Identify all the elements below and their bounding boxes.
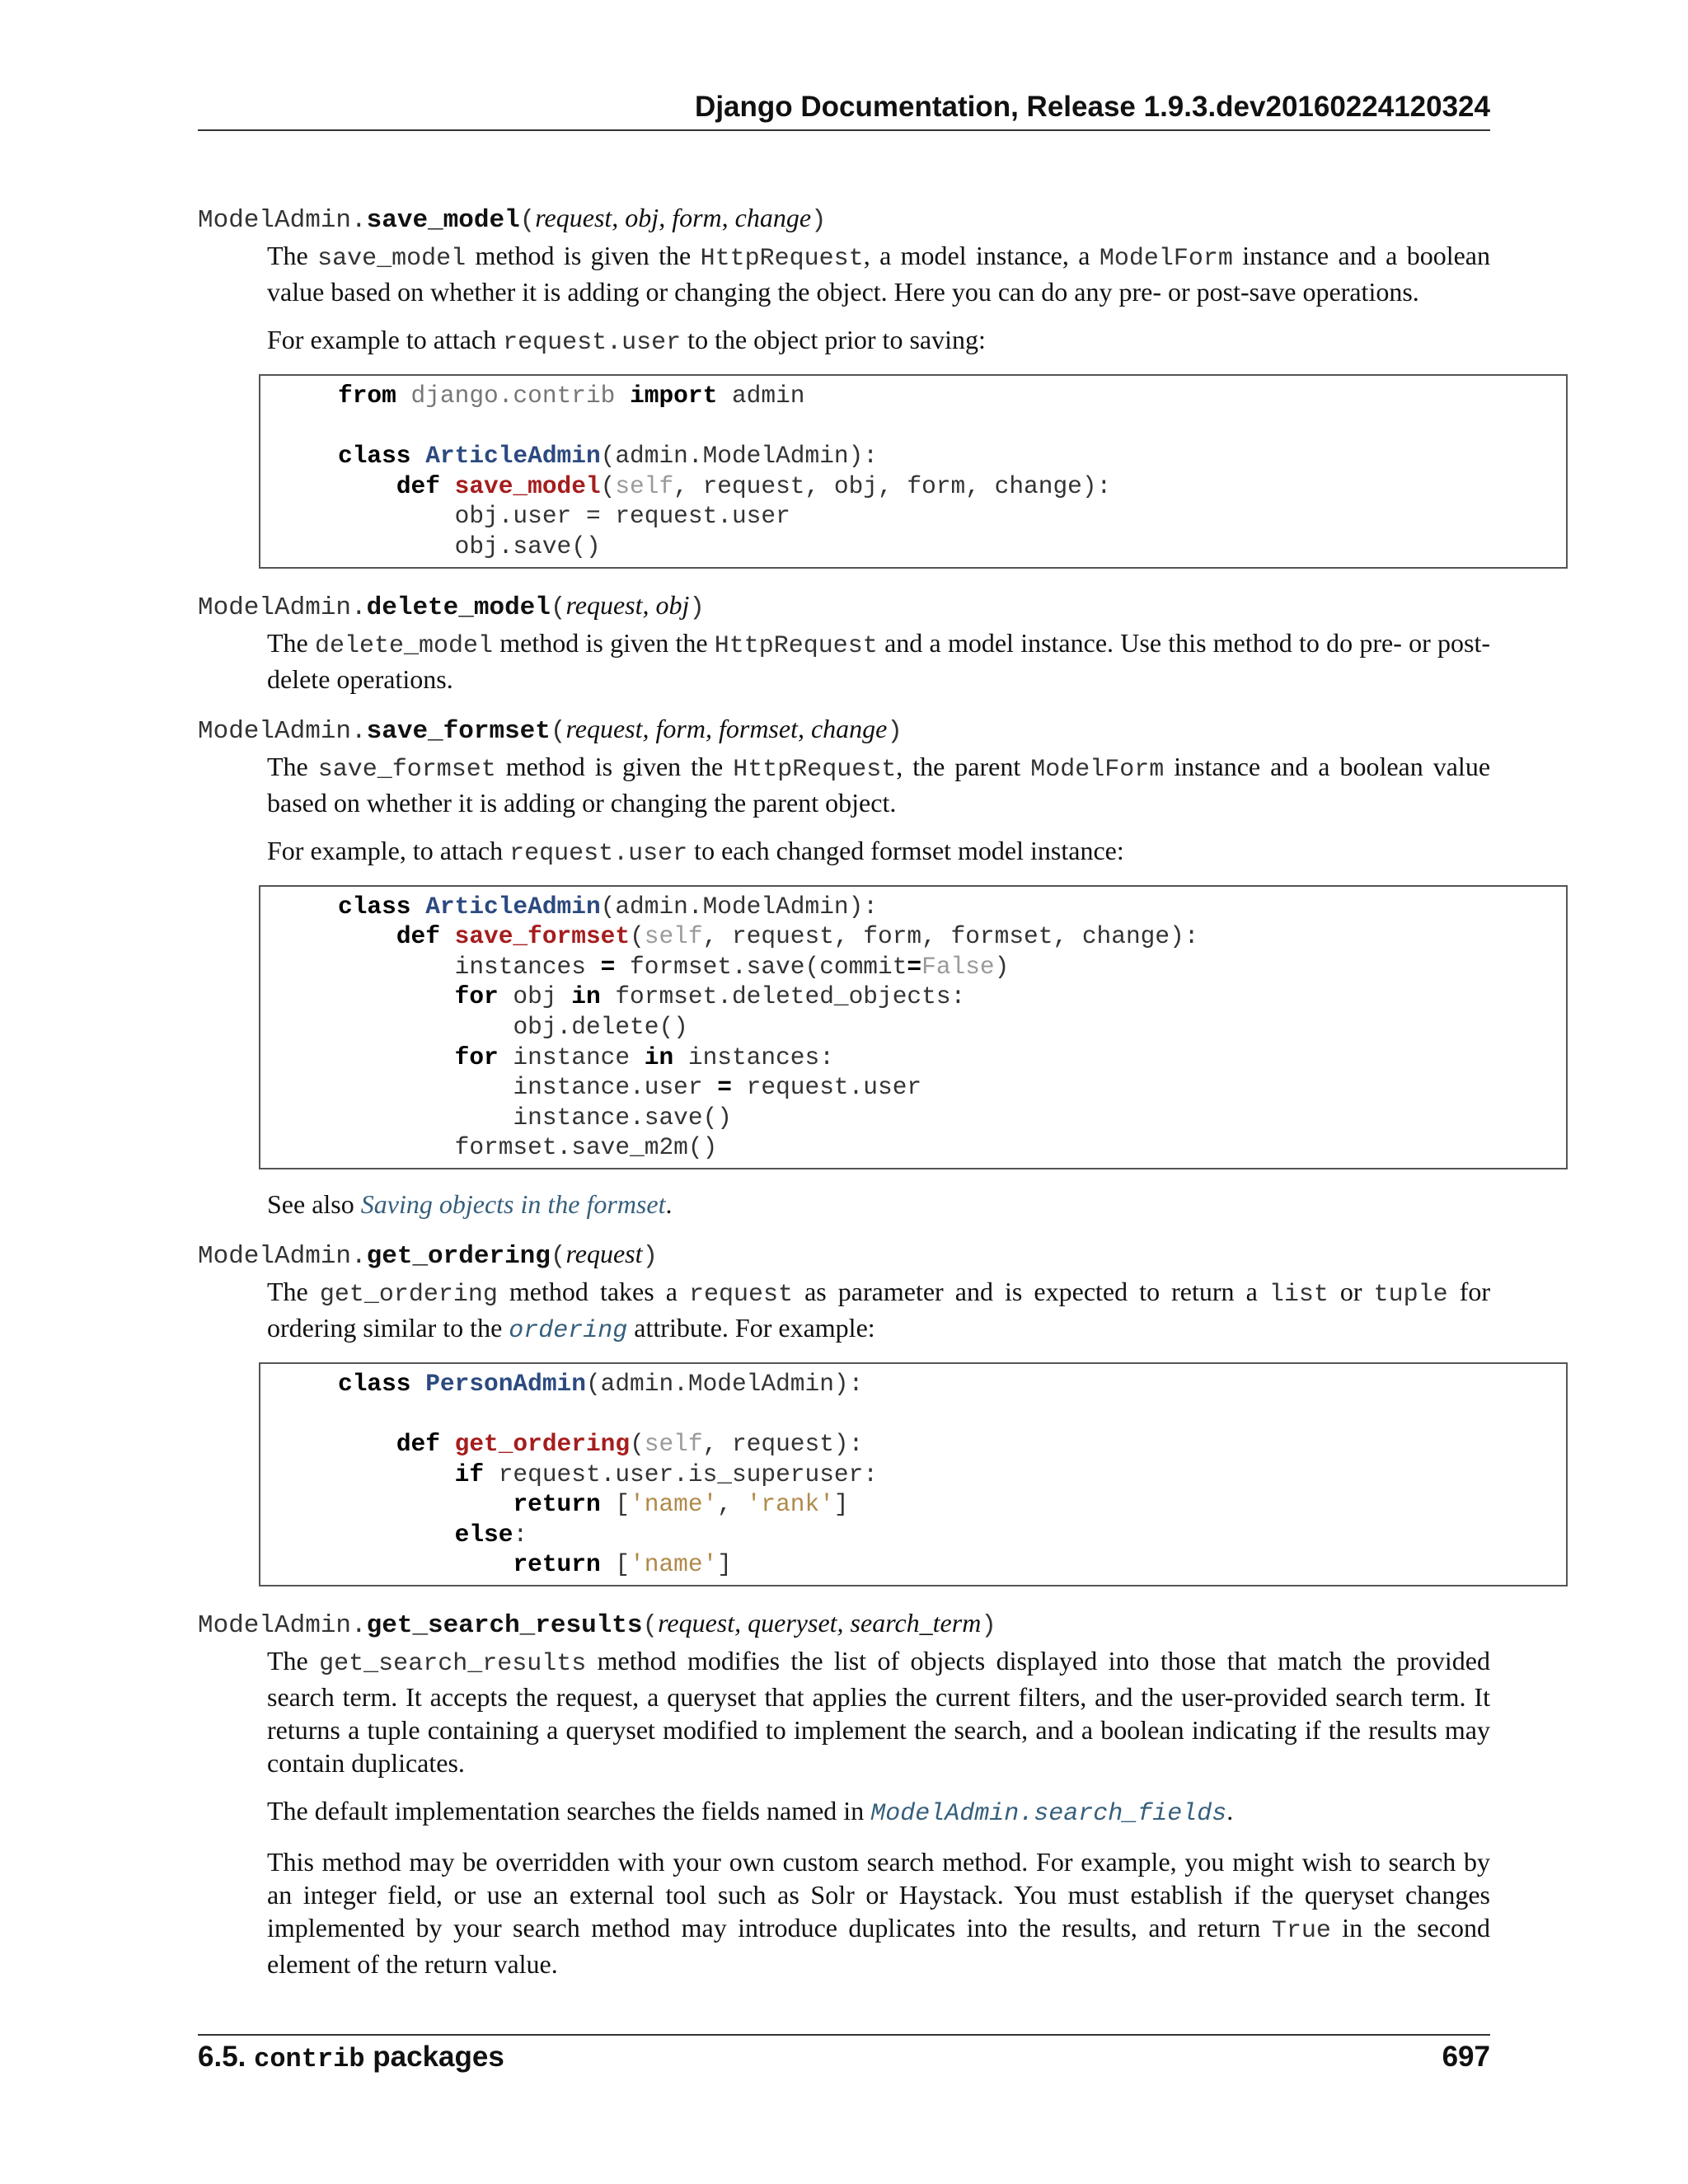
- method-params: request: [565, 1238, 643, 1268]
- inline-code: get_search_results: [319, 1650, 587, 1679]
- paragraph: [267, 1845, 1490, 1980]
- inline-code: True: [1271, 1917, 1331, 1946]
- link-saving-objects-in-formset[interactable]: Saving objects in the formset: [360, 1188, 666, 1219]
- paren-open: (: [519, 206, 536, 235]
- inline-code: list: [1268, 1280, 1329, 1309]
- method-params: request, form, formset, change: [565, 713, 888, 743]
- inline-code: request.user: [503, 329, 682, 357]
- text: to the object prior to saving:: [681, 325, 986, 354]
- method-params: request, obj, form, change: [535, 203, 812, 232]
- text: The: [267, 1276, 320, 1306]
- signature-get-ordering: [198, 1235, 1490, 1275]
- text: The: [267, 241, 318, 270]
- text: to each changed formset model instance:: [687, 835, 1124, 865]
- text: instance and a boolean value based on whether it is adding or changing the object. Here you can do any pre- or post-save operations.: [267, 241, 1491, 307]
- paren-close: ): [811, 206, 827, 235]
- code: class PersonAdmin(admin.ModelAdmin): def get_ordering(self, request): if request.user.is_superuser: return ['name', 'rank'] else: return ['name']: [338, 1369, 879, 1579]
- section-text: packages: [373, 2041, 504, 2073]
- section-code: contrib: [254, 2044, 365, 2074]
- code-block-save-formset: [259, 885, 1568, 1169]
- text: , a model instance, a: [863, 241, 1100, 270]
- text: For example, to attach: [267, 835, 510, 865]
- text: attribute. For example:: [627, 1312, 875, 1343]
- inline-code: get_ordering: [319, 1280, 498, 1309]
- link-ordering[interactable]: ordering: [509, 1316, 628, 1345]
- method-name: save_model: [366, 206, 520, 235]
- inline-code: ModelForm: [1030, 755, 1165, 784]
- link-search-fields[interactable]: ModelAdmin.search_fields: [870, 1800, 1227, 1829]
- text: as parameter and is expected to return a: [793, 1276, 1269, 1306]
- paren-open: (: [550, 593, 566, 622]
- text: The: [267, 751, 318, 781]
- text: or: [1328, 1276, 1374, 1306]
- paragraph: [267, 323, 1490, 359]
- description-save-formset: [267, 750, 1490, 1221]
- description-save-model: [267, 239, 1490, 569]
- code-block-get-ordering: [259, 1362, 1568, 1586]
- method-name: get_search_results: [366, 1611, 643, 1641]
- inline-code: save_formset: [317, 755, 496, 784]
- text: The: [267, 627, 315, 658]
- text: The default implementation searches the fields named in: [267, 1796, 871, 1826]
- paragraph: [267, 834, 1490, 870]
- paren-open: (: [642, 1611, 659, 1641]
- method-name: get_ordering: [366, 1241, 551, 1271]
- text: , the parent: [896, 751, 1031, 781]
- text: .: [1226, 1796, 1234, 1826]
- paragraph: [267, 1275, 1490, 1347]
- inline-code: HttpRequest: [733, 755, 897, 784]
- paragraph: [267, 750, 1490, 819]
- text: This method may be overridden with your own custom search method. For example, you might wish to search by an integer field, or use an external tool such as Solr or Haystack. You must establish if the queryset changes implemented by your search method may introduce duplicates into the results, and return: [267, 1847, 1490, 1943]
- description-get-search-results: [267, 1644, 1490, 1980]
- text: in the second element of the return value.: [267, 1913, 1491, 1980]
- text: and a model instance. Use this method to do pre- or post-delete operations.: [267, 627, 1491, 694]
- footer-section: [198, 2041, 504, 2074]
- paragraph: [267, 1644, 1490, 1779]
- text: For example to attach: [267, 325, 504, 354]
- section-number: 6.5.: [198, 2041, 246, 2073]
- paren-close: ): [642, 1241, 659, 1271]
- paren-open: (: [550, 716, 566, 746]
- footer-rule: [198, 2034, 1490, 2036]
- inline-code: HttpRequest: [700, 245, 864, 273]
- text: method is given the: [495, 751, 734, 781]
- header-rule: [198, 129, 1490, 131]
- text: method modifies the list of objects displayed into those that match the provided search term. It accepts the request, a queryset that applies the current filters, and the user-provided search term. It returns a tuple containing a queryset modified to implement the search, and a boolean indicating if the results may contain duplicates.: [267, 1646, 1491, 1779]
- method-params: request, queryset, search_term: [658, 1608, 982, 1638]
- code: class ArticleAdmin(admin.ModelAdmin): def save_formset(self, request, form, formset, change): instances = formset.save(commit=False) for obj in formset.deleted_objects: obj.delete() for instance in instances: instance.user = request.user instance.save() formset.save_m2m(): [338, 892, 1199, 1162]
- text: The: [267, 1646, 320, 1676]
- inline-code: tuple: [1373, 1280, 1448, 1309]
- paren-close: ): [887, 716, 903, 746]
- paragraph: [267, 626, 1490, 696]
- running-header: Django Documentation, Release 1.9.3.dev20160224120324: [695, 91, 1490, 123]
- text: for ordering similar to the: [267, 1276, 1491, 1343]
- inline-code: HttpRequest: [714, 631, 878, 660]
- description-delete-model: [267, 626, 1490, 696]
- class-prefix: ModelAdmin.: [198, 206, 367, 235]
- signature-get-search-results: [198, 1605, 1490, 1644]
- code: from django.contrib import admin class ArticleAdmin(admin.ModelAdmin): def save_model(self, request, obj, form, change): obj.user = request.user obj.save(): [338, 382, 1112, 560]
- text: .: [665, 1188, 673, 1219]
- paren-close: ): [689, 593, 706, 622]
- method-params: request, obj: [565, 589, 690, 620]
- text: instance and a boolean value based on whether it is adding or changing the parent object.: [267, 751, 1491, 818]
- signature-delete-model: [198, 587, 1490, 626]
- page-content: [198, 199, 1490, 1997]
- class-prefix: ModelAdmin.: [198, 1611, 367, 1641]
- method-name: delete_model: [366, 593, 551, 622]
- class-prefix: ModelAdmin.: [198, 593, 367, 622]
- see-also: [267, 1188, 1490, 1221]
- paragraph: [267, 1794, 1490, 1830]
- text: method is given the: [466, 241, 701, 270]
- paren-open: (: [550, 1241, 566, 1271]
- inline-code: delete_model: [315, 631, 494, 660]
- class-prefix: ModelAdmin.: [198, 716, 367, 746]
- inline-code: request.user: [509, 839, 688, 868]
- inline-code: ModelForm: [1099, 245, 1233, 273]
- page-number: 697: [1442, 2041, 1490, 2073]
- class-prefix: ModelAdmin.: [198, 1241, 367, 1271]
- inline-code: request: [689, 1280, 794, 1309]
- paragraph: [267, 239, 1490, 308]
- signature-save-formset: [198, 710, 1490, 750]
- paren-close: ): [981, 1611, 996, 1641]
- code-block-save-model: [259, 374, 1568, 569]
- text: method is given the: [493, 627, 715, 658]
- signature-save-model: [198, 199, 1490, 239]
- text: See also: [267, 1188, 361, 1219]
- inline-code: save_model: [317, 245, 467, 273]
- description-get-ordering: [267, 1275, 1490, 1586]
- method-name: save_formset: [366, 716, 551, 746]
- text: method takes a: [497, 1276, 690, 1306]
